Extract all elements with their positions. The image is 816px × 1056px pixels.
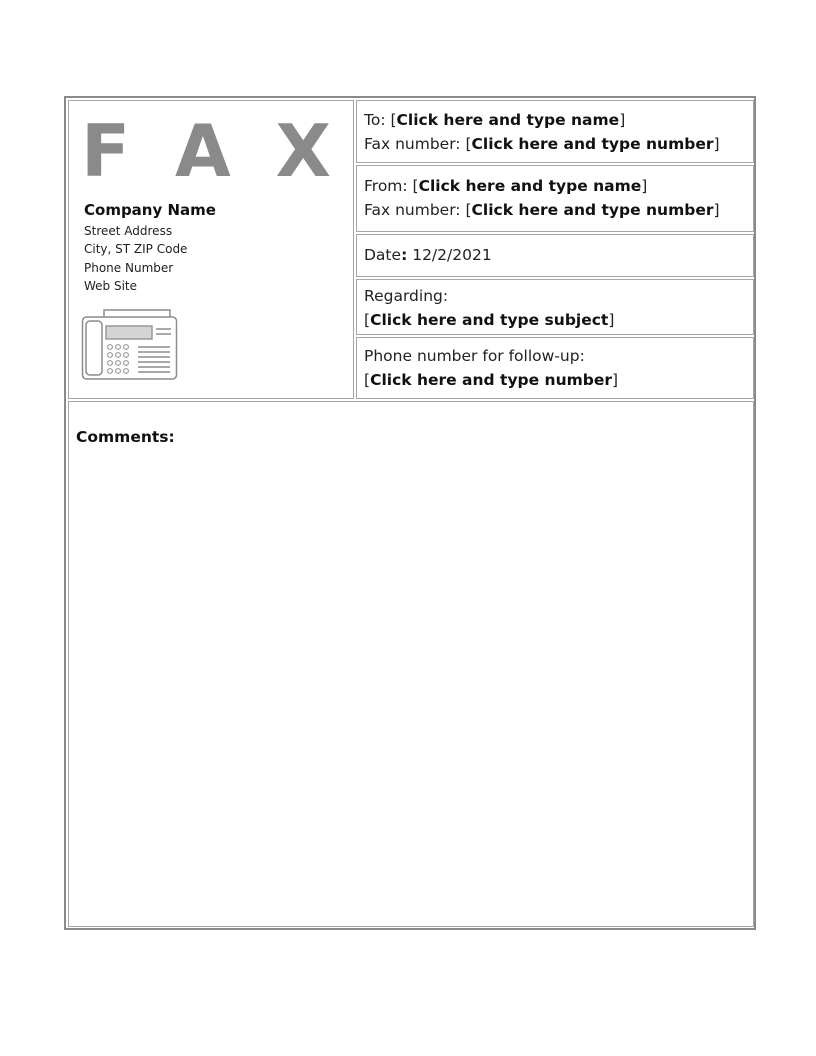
followup-line: [Click here and type number] xyxy=(364,371,619,389)
date-label: Date xyxy=(364,246,402,264)
to-line: To: [Click here and type name] xyxy=(364,111,626,129)
date-section xyxy=(356,234,754,277)
fax-letter-f: F xyxy=(81,109,131,193)
date-colon: : xyxy=(401,246,408,264)
phone-number[interactable]: Phone Number xyxy=(84,261,174,275)
to-name-field[interactable]: Click here and type name xyxy=(396,111,620,129)
followup-section xyxy=(356,337,754,399)
comments-label: Comments: xyxy=(76,428,175,446)
street-address[interactable]: Street Address xyxy=(84,224,173,238)
subject-field[interactable]: Click here and type subject xyxy=(370,311,609,329)
recipient-fax-line: Fax number: [Click here and type number] xyxy=(364,135,720,153)
from-label: From: xyxy=(364,177,408,195)
sender-fax-label: Fax number: xyxy=(364,201,461,219)
regarding-label: Regarding: xyxy=(364,287,449,305)
fax-cover-sheet xyxy=(64,96,756,930)
fax-letter-x: X xyxy=(275,109,331,193)
city-state-zip[interactable]: City, ST ZIP Code xyxy=(84,242,188,256)
company-info-panel xyxy=(68,100,354,399)
sender-fax-line: Fax number: [Click here and type number] xyxy=(364,201,720,219)
from-name-field[interactable]: Click here and type name xyxy=(418,177,642,195)
regarding-line: [Click here and type subject] xyxy=(364,311,615,329)
sender-section xyxy=(356,165,754,232)
recipient-fax-label: Fax number: xyxy=(364,135,461,153)
date-value-field[interactable]: 12/2/2021 xyxy=(412,246,492,264)
recipient-fax-number-field[interactable]: Click here and type number xyxy=(471,135,714,153)
date-line xyxy=(364,246,492,264)
regarding-section xyxy=(356,279,754,335)
fax-letter-a: A xyxy=(174,109,231,193)
to-label: To: xyxy=(364,111,386,129)
web-site[interactable]: Web Site xyxy=(84,279,138,293)
from-line: From: [Click here and type name] xyxy=(364,177,648,195)
company-name[interactable]: Company Name xyxy=(84,201,216,219)
sender-fax-number-field[interactable]: Click here and type number xyxy=(471,201,714,219)
fax-title xyxy=(81,109,331,193)
fax-machine-icon xyxy=(81,309,179,387)
followup-label: Phone number for follow-up: xyxy=(364,347,585,365)
followup-number-field[interactable]: Click here and type number xyxy=(370,371,613,389)
comments-section[interactable] xyxy=(68,401,754,927)
recipient-section xyxy=(356,100,754,163)
